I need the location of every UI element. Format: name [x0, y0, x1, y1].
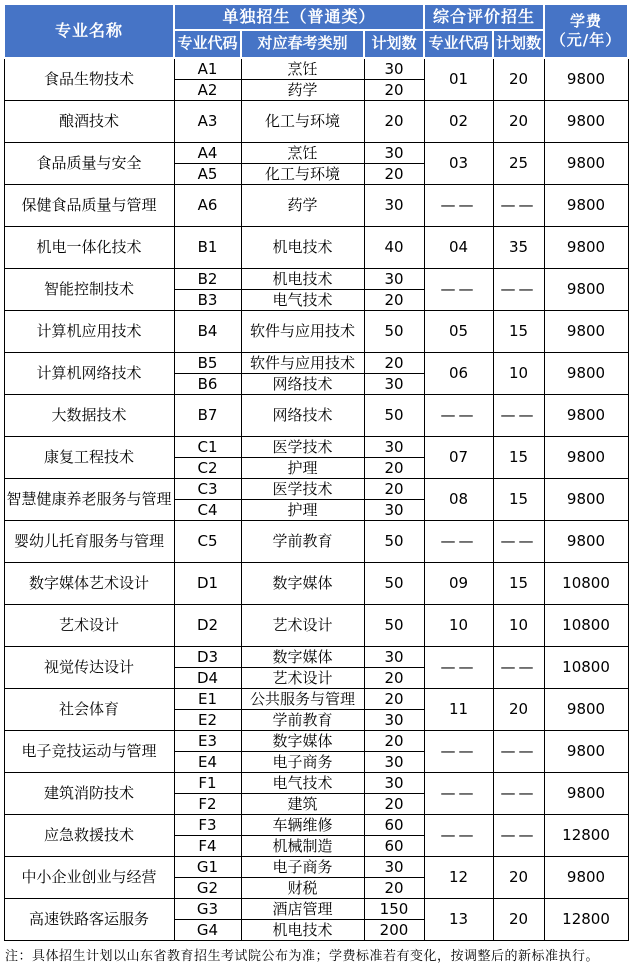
table-row: [4, 269, 628, 290]
spring-exam-category-cell: 医学技术: [241, 437, 364, 458]
header-tuition: [544, 4, 628, 58]
major-name-cell: 社会体育: [4, 689, 174, 731]
header-group-single-enrollment: 单独招生（普通类）: [174, 4, 424, 30]
table-row: [4, 689, 628, 710]
major-code-cell: D1: [174, 563, 241, 605]
plan-count-cell: 50: [364, 395, 424, 437]
plan-count-cell: 30: [364, 773, 424, 794]
header-plan-count: 计划数: [364, 30, 424, 58]
table-row: [4, 815, 628, 836]
tuition-cell: 9800: [544, 227, 628, 269]
plan-count-cell: 30: [364, 647, 424, 668]
header-comp-major-code: 专业代码: [424, 30, 493, 58]
major-code-cell: B2: [174, 269, 241, 290]
tuition-cell: 9800: [544, 143, 628, 185]
comp-plan-count-cell: 20: [493, 101, 544, 143]
comp-plan-count-cell: ——: [493, 815, 544, 857]
spring-exam-category-cell: 电气技术: [241, 290, 364, 311]
comp-plan-count-cell: ——: [493, 773, 544, 815]
plan-count-cell: 20: [364, 731, 424, 752]
tuition-cell: 9800: [544, 101, 628, 143]
table-body: [4, 58, 628, 941]
plan-count-cell: 30: [364, 752, 424, 773]
comp-plan-count-cell: ——: [493, 395, 544, 437]
spring-exam-category-cell: 车辆维修: [241, 815, 364, 836]
comp-major-code-cell: ——: [424, 395, 493, 437]
comp-plan-count-cell: 20: [493, 58, 544, 101]
comp-major-code-cell: ——: [424, 731, 493, 773]
comp-major-code-cell: ——: [424, 521, 493, 563]
spring-exam-category-cell: 护理: [241, 458, 364, 479]
comp-major-code-cell: 02: [424, 101, 493, 143]
comp-major-code-cell: 10: [424, 605, 493, 647]
plan-count-cell: 20: [364, 164, 424, 185]
major-code-cell: C2: [174, 458, 241, 479]
spring-exam-category-cell: 艺术设计: [241, 605, 364, 647]
comp-plan-count-cell: 15: [493, 437, 544, 479]
spring-exam-category-cell: 电子商务: [241, 752, 364, 773]
comp-plan-count-cell: ——: [493, 731, 544, 773]
table-row: [4, 605, 628, 647]
spring-exam-category-cell: 护理: [241, 500, 364, 521]
table-row: [4, 647, 628, 668]
plan-count-cell: 20: [364, 878, 424, 899]
major-name-cell: 酿酒技术: [4, 101, 174, 143]
comp-major-code-cell: 13: [424, 899, 493, 941]
comp-plan-count-cell: 15: [493, 311, 544, 353]
comp-major-code-cell: ——: [424, 185, 493, 227]
major-code-cell: D2: [174, 605, 241, 647]
comp-major-code-cell: 07: [424, 437, 493, 479]
major-code-cell: B4: [174, 311, 241, 353]
comp-plan-count-cell: 20: [493, 689, 544, 731]
major-name-cell: 电子竞技运动与管理: [4, 731, 174, 773]
header-comp-plan-count: 计划数: [493, 30, 544, 58]
plan-count-cell: 50: [364, 605, 424, 647]
spring-exam-category-cell: 机电技术: [241, 269, 364, 290]
comp-major-code-cell: ——: [424, 269, 493, 311]
header-tuition-line2: （元/年）: [550, 31, 622, 49]
major-code-cell: A3: [174, 101, 241, 143]
major-name-cell: 食品生物技术: [4, 58, 174, 101]
comp-major-code-cell: 09: [424, 563, 493, 605]
major-code-cell: B5: [174, 353, 241, 374]
major-code-cell: G3: [174, 899, 241, 920]
plan-count-cell: 20: [364, 479, 424, 500]
spring-exam-category-cell: 电子商务: [241, 857, 364, 878]
comp-major-code-cell: 06: [424, 353, 493, 395]
plan-count-cell: 20: [364, 353, 424, 374]
plan-count-cell: 20: [364, 101, 424, 143]
major-code-cell: F3: [174, 815, 241, 836]
comp-major-code-cell: ——: [424, 647, 493, 689]
table-row: [4, 395, 628, 437]
plan-count-cell: 30: [364, 500, 424, 521]
table-row: [4, 731, 628, 752]
spring-exam-category-cell: 学前教育: [241, 710, 364, 731]
major-code-cell: E4: [174, 752, 241, 773]
major-name-cell: 保健食品质量与管理: [4, 185, 174, 227]
comp-plan-count-cell: 20: [493, 899, 544, 941]
tuition-cell: 9800: [544, 269, 628, 311]
spring-exam-category-cell: 烹饪: [241, 58, 364, 80]
table-row: [4, 185, 628, 227]
header-group-comprehensive-enrollment: 综合评价招生: [424, 4, 544, 30]
spring-exam-category-cell: 数字媒体: [241, 563, 364, 605]
plan-count-cell: 60: [364, 815, 424, 836]
spring-exam-category-cell: 网络技术: [241, 374, 364, 395]
comp-plan-count-cell: ——: [493, 185, 544, 227]
major-code-cell: E3: [174, 731, 241, 752]
header-major-code: 专业代码: [174, 30, 241, 58]
major-code-cell: C4: [174, 500, 241, 521]
comp-plan-count-cell: 20: [493, 857, 544, 899]
major-code-cell: D3: [174, 647, 241, 668]
spring-exam-category-cell: 机械制造: [241, 836, 364, 857]
spring-exam-category-cell: 艺术设计: [241, 668, 364, 689]
major-code-cell: G2: [174, 878, 241, 899]
plan-count-cell: 60: [364, 836, 424, 857]
spring-exam-category-cell: 药学: [241, 80, 364, 101]
comp-major-code-cell: 08: [424, 479, 493, 521]
plan-count-cell: 30: [364, 143, 424, 164]
major-name-cell: 建筑消防技术: [4, 773, 174, 815]
tuition-cell: 9800: [544, 857, 628, 899]
plan-count-cell: 150: [364, 899, 424, 920]
comp-plan-count-cell: 15: [493, 479, 544, 521]
major-name-cell: 应急救援技术: [4, 815, 174, 857]
spring-exam-category-cell: 网络技术: [241, 395, 364, 437]
table-row: [4, 521, 628, 563]
tuition-cell: 9800: [544, 731, 628, 773]
enrollment-plan-table: [3, 3, 629, 941]
table-row: [4, 479, 628, 500]
plan-count-cell: 30: [364, 710, 424, 731]
table-row: [4, 353, 628, 374]
plan-count-cell: 30: [364, 374, 424, 395]
comp-plan-count-cell: 10: [493, 605, 544, 647]
spring-exam-category-cell: 药学: [241, 185, 364, 227]
spring-exam-category-cell: 化工与环境: [241, 164, 364, 185]
major-code-cell: A4: [174, 143, 241, 164]
tuition-cell: 10800: [544, 563, 628, 605]
spring-exam-category-cell: 酒店管理: [241, 899, 364, 920]
table-row: [4, 311, 628, 353]
comp-plan-count-cell: 35: [493, 227, 544, 269]
plan-count-cell: 30: [364, 58, 424, 80]
major-code-cell: E2: [174, 710, 241, 731]
major-code-cell: A2: [174, 80, 241, 101]
major-code-cell: C5: [174, 521, 241, 563]
table-row: [4, 58, 628, 80]
tuition-cell: 9800: [544, 311, 628, 353]
spring-exam-category-cell: 学前教育: [241, 521, 364, 563]
comp-plan-count-cell: ——: [493, 647, 544, 689]
comp-plan-count-cell: 15: [493, 563, 544, 605]
plan-count-cell: 20: [364, 794, 424, 815]
header-tuition-line1: 学费: [570, 12, 603, 31]
spring-exam-category-cell: 建筑: [241, 794, 364, 815]
plan-count-cell: 200: [364, 920, 424, 941]
tuition-cell: 9800: [544, 58, 628, 101]
major-code-cell: D4: [174, 668, 241, 689]
plan-count-cell: 30: [364, 185, 424, 227]
table-row: [4, 437, 628, 458]
comp-plan-count-cell: ——: [493, 521, 544, 563]
major-code-cell: B1: [174, 227, 241, 269]
major-name-cell: 中小企业创业与经营: [4, 857, 174, 899]
tuition-cell: 9800: [544, 395, 628, 437]
tuition-cell: 9800: [544, 521, 628, 563]
plan-count-cell: 30: [364, 437, 424, 458]
tuition-cell: 9800: [544, 773, 628, 815]
spring-exam-category-cell: 机电技术: [241, 227, 364, 269]
major-code-cell: B6: [174, 374, 241, 395]
table-header: [4, 4, 628, 58]
table-row: [4, 143, 628, 164]
major-code-cell: E1: [174, 689, 241, 710]
major-name-cell: 艺术设计: [4, 605, 174, 647]
tuition-cell: 9800: [544, 353, 628, 395]
spring-exam-category-cell: 电气技术: [241, 773, 364, 794]
footnote: 注：具体招生计划以山东省教育招生考试院公布为准；学费标准若有变化，按调整后的新标准执行。: [5, 949, 600, 964]
plan-count-cell: 30: [364, 269, 424, 290]
table-row: [4, 857, 628, 878]
major-name-cell: 视觉传达设计: [4, 647, 174, 689]
major-name-cell: 数字媒体艺术设计: [4, 563, 174, 605]
spring-exam-category-cell: 数字媒体: [241, 647, 364, 668]
plan-count-cell: 30: [364, 857, 424, 878]
comp-major-code-cell: 11: [424, 689, 493, 731]
comp-major-code-cell: 12: [424, 857, 493, 899]
comp-major-code-cell: 05: [424, 311, 493, 353]
spring-exam-category-cell: 机电技术: [241, 920, 364, 941]
tuition-cell: 10800: [544, 605, 628, 647]
tuition-cell: 10800: [544, 647, 628, 689]
major-name-cell: 康复工程技术: [4, 437, 174, 479]
comp-plan-count-cell: 25: [493, 143, 544, 185]
tuition-cell: 9800: [544, 689, 628, 731]
major-name-cell: 高速铁路客运服务: [4, 899, 174, 941]
plan-count-cell: 50: [364, 521, 424, 563]
header-major-name: 专业名称: [4, 4, 174, 58]
spring-exam-category-cell: 烹饪: [241, 143, 364, 164]
spring-exam-category-cell: 软件与应用技术: [241, 353, 364, 374]
spring-exam-category-cell: 数字媒体: [241, 731, 364, 752]
major-name-cell: 食品质量与安全: [4, 143, 174, 185]
plan-count-cell: 20: [364, 668, 424, 689]
comp-plan-count-cell: 10: [493, 353, 544, 395]
major-name-cell: 机电一体化技术: [4, 227, 174, 269]
major-code-cell: B7: [174, 395, 241, 437]
spring-exam-category-cell: 财税: [241, 878, 364, 899]
plan-count-cell: 20: [364, 458, 424, 479]
comp-major-code-cell: 03: [424, 143, 493, 185]
spring-exam-category-cell: 软件与应用技术: [241, 311, 364, 353]
comp-major-code-cell: ——: [424, 815, 493, 857]
table-row: [4, 101, 628, 143]
comp-major-code-cell: 01: [424, 58, 493, 101]
major-code-cell: F2: [174, 794, 241, 815]
table-row: [4, 773, 628, 794]
table-row: [4, 899, 628, 920]
major-code-cell: C1: [174, 437, 241, 458]
major-code-cell: B3: [174, 290, 241, 311]
comp-major-code-cell: 04: [424, 227, 493, 269]
table-row: [4, 227, 628, 269]
tuition-cell: 12800: [544, 815, 628, 857]
spring-exam-category-cell: 公共服务与管理: [241, 689, 364, 710]
major-code-cell: A5: [174, 164, 241, 185]
plan-count-cell: 20: [364, 80, 424, 101]
major-code-cell: F1: [174, 773, 241, 794]
major-name-cell: 婴幼儿托育服务与管理: [4, 521, 174, 563]
plan-count-cell: 20: [364, 689, 424, 710]
major-code-cell: F4: [174, 836, 241, 857]
spring-exam-category-cell: 化工与环境: [241, 101, 364, 143]
major-code-cell: A6: [174, 185, 241, 227]
tuition-cell: 9800: [544, 185, 628, 227]
major-code-cell: C3: [174, 479, 241, 500]
tuition-cell: 9800: [544, 479, 628, 521]
tuition-cell: 9800: [544, 437, 628, 479]
header-spring-exam-category: 对应春考类别: [241, 30, 364, 58]
major-name-cell: 计算机应用技术: [4, 311, 174, 353]
major-name-cell: 智慧健康养老服务与管理: [4, 479, 174, 521]
plan-count-cell: 50: [364, 563, 424, 605]
major-name-cell: 计算机网络技术: [4, 353, 174, 395]
major-code-cell: A1: [174, 58, 241, 80]
plan-count-cell: 40: [364, 227, 424, 269]
major-code-cell: G1: [174, 857, 241, 878]
major-name-cell: 大数据技术: [4, 395, 174, 437]
major-name-cell: 智能控制技术: [4, 269, 174, 311]
plan-count-cell: 20: [364, 290, 424, 311]
table-row: [4, 563, 628, 605]
plan-count-cell: 50: [364, 311, 424, 353]
tuition-cell: 12800: [544, 899, 628, 941]
major-code-cell: G4: [174, 920, 241, 941]
spring-exam-category-cell: 医学技术: [241, 479, 364, 500]
comp-plan-count-cell: ——: [493, 269, 544, 311]
comp-major-code-cell: ——: [424, 773, 493, 815]
